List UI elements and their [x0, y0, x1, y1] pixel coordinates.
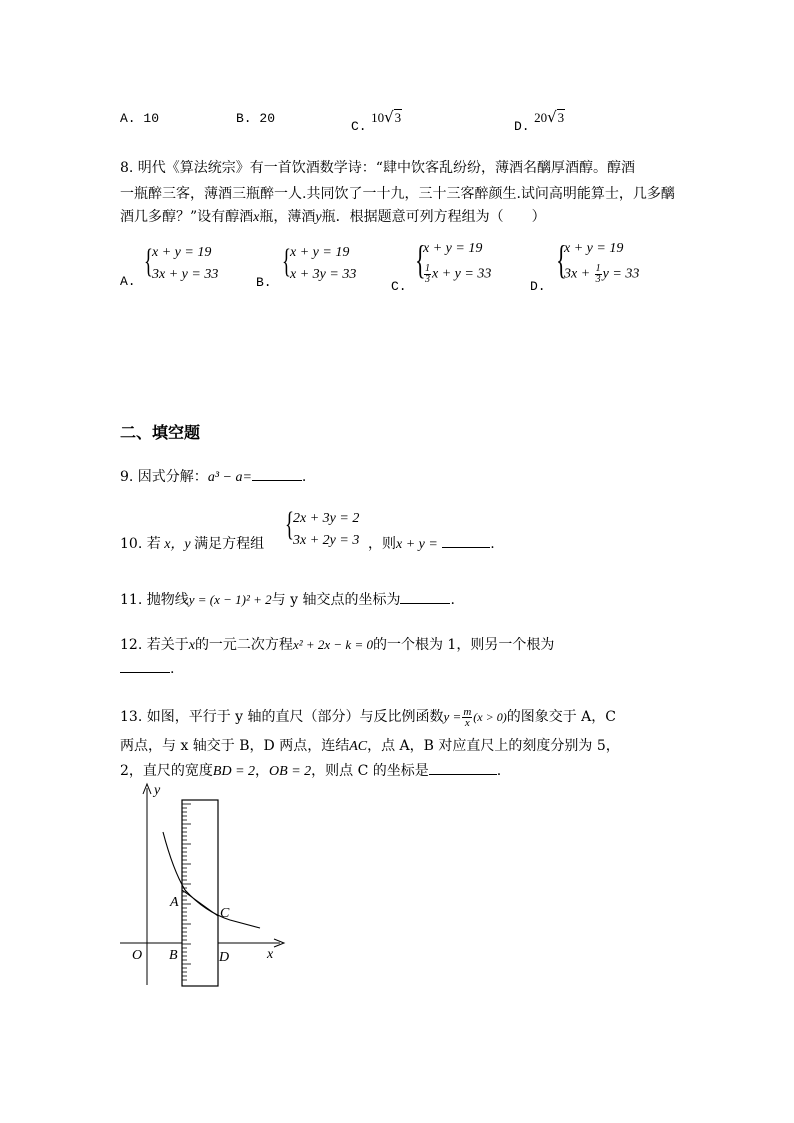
q13-line-3: 2，直尺的宽度BD = 2，OB = 2，则点 C 的坐标是 .	[120, 763, 502, 779]
sqrt-sign: √	[384, 108, 394, 126]
var-y: y	[315, 210, 322, 225]
q12-line-2: .	[120, 656, 174, 682]
option-letter: B.	[236, 111, 252, 126]
brace: {	[282, 243, 291, 280]
q8-option-a[interactable]	[120, 242, 245, 292]
q7-option-d[interactable]	[514, 108, 565, 134]
equation-2: 3x + $\frac{1}{3}$ y = 33	[564, 263, 640, 285]
var-x: x	[253, 210, 260, 225]
equation-2: 3x + y = 33	[152, 267, 219, 282]
section-title: 二、填空题	[120, 423, 201, 442]
option-letter: D.	[530, 279, 546, 294]
q12-expr: x² + 2x − k = 0	[292, 637, 373, 652]
point-b-label: B	[169, 948, 178, 963]
option-value: 20	[259, 111, 276, 126]
option-coef: 20	[534, 110, 548, 125]
brace: {	[144, 243, 153, 280]
equation-2: x + 3y = 33	[290, 267, 357, 282]
option-letter: D.	[514, 119, 530, 134]
equation-1: x + y = 19	[564, 241, 624, 256]
q13-line-1: 13. 如图，平行于 y 轴的直尺（部分）与反比例函数y = $\frac{m}{x}$ (x > 0)的图象交于 A，C	[120, 705, 616, 729]
q11: 11. 抛物线y = (x − 1)² + 2与 y 轴交点的坐标为 .	[120, 592, 455, 608]
q9-expr: a³ − a=	[207, 470, 252, 485]
q8-line-3: 酒几多醇？”设有醇酒x瓶，薄酒y瓶．根据题意可列方程组为（ ）	[120, 209, 546, 225]
equation-2: 3x + 2y = 3	[293, 533, 360, 548]
point-a-label: A	[170, 895, 179, 910]
answer-blank[interactable]	[429, 773, 497, 775]
brace: {	[556, 237, 567, 282]
y-axis-label: y	[154, 783, 161, 798]
origin-label: O	[132, 948, 143, 963]
y-axis	[143, 784, 151, 985]
brace: {	[285, 506, 294, 543]
q7-option-a[interactable]	[120, 111, 159, 126]
option-letter: A.	[120, 274, 136, 289]
option-letter: A.	[120, 111, 136, 126]
option-radicand: 3	[394, 110, 402, 125]
q13-figure	[115, 780, 295, 995]
option-coef: 10	[371, 110, 385, 125]
q8-option-d[interactable]	[530, 236, 660, 298]
option-letter: B.	[256, 275, 272, 290]
q13-line-2: 两点，与 x 轴交于 B，D 两点，连结AC，点 A，B 对应直尺上的刻度分别为 5，	[120, 738, 620, 754]
x-axis-label: x	[267, 947, 274, 962]
q7-option-c[interactable]	[351, 108, 402, 134]
sqrt-sign: √	[547, 108, 557, 126]
answer-blank[interactable]	[442, 546, 490, 548]
q7-option-b[interactable]	[236, 111, 275, 126]
q12-line-1: 12. 若关于x的一元二次方程x² + 2x − k = 0的一个根为 1，则另一个根为	[120, 637, 555, 653]
point-d-label: D	[219, 950, 230, 965]
q8-option-c[interactable]	[391, 236, 516, 298]
option-radicand: 3	[557, 110, 565, 125]
option-letter: C.	[391, 279, 407, 294]
q8-line-1: 8. 明代《算法统宗》有一首饮酒数学诗：“肆中饮客乱纷纷，薄酒名醨厚酒醇。醇酒	[120, 160, 635, 176]
brace: {	[415, 237, 426, 282]
equation-1: x + y = 19	[290, 245, 350, 260]
equation-1: x + y = 19	[152, 245, 212, 260]
q11-expr: y = (x − 1)² + 2	[188, 592, 272, 607]
equation-1: 2x + 3y = 2	[293, 511, 360, 526]
equation-2: $\frac{1}{3}$ x + y = 33	[425, 263, 492, 285]
equation-1: x + y = 19	[423, 241, 483, 256]
q10: 10. 若 x，y 满足方程组 { 2x + 3y = 2 3x + 2y = 3 ，则x + y = .	[120, 506, 495, 552]
q8-option-b[interactable]	[256, 242, 381, 292]
option-letter: C.	[351, 119, 367, 134]
answer-blank[interactable]	[252, 479, 302, 481]
option-value: 10	[143, 111, 160, 126]
answer-blank[interactable]	[120, 671, 170, 673]
q8-line-2: 一瓶醉三客，薄酒三瓶醉一人.共同饮了一十九，三十三客醉颜生.试问高明能算士，几多醨	[120, 186, 675, 202]
answer-blank[interactable]	[400, 602, 450, 604]
point-c-label: C	[220, 906, 230, 921]
q9: 9. 因式分解：a³ − a= .	[120, 469, 307, 485]
